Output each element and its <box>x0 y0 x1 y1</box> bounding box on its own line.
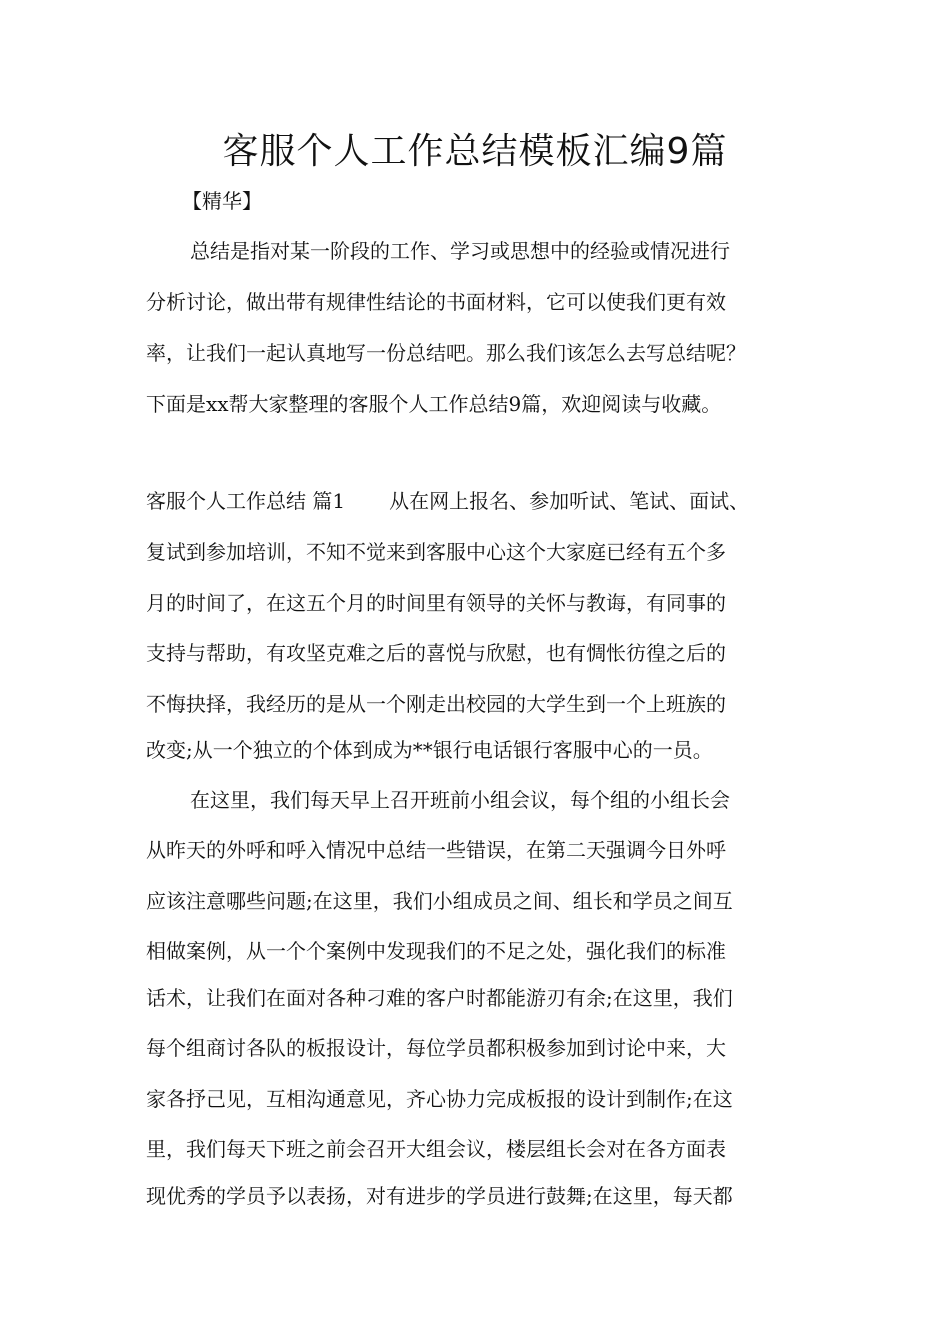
section-first-line <box>146 486 749 516</box>
section-heading: 客服个人工作总结 篇1 <box>146 489 346 513</box>
paragraph-line: 家各抒己见，互相沟通意见，齐心协力完成板报的设计到制作;在这 <box>146 1087 733 1111</box>
intro-line: 分析讨论，做出带有规律性结论的书面材料，它可以使我们更有效 <box>146 290 726 314</box>
section-line: 月的时间了，在这五个月的时间里有领导的关怀与教诲，有同事的 <box>146 591 726 615</box>
paragraph-line: 相做案例，从一个个案例中发现我们的不足之处，强化我们的标准 <box>146 939 726 963</box>
paragraph-line: 每个组商讨各队的板报设计，每位学员都积极参加到讨论中来，大 <box>146 1036 726 1060</box>
section-line: 支持与帮助，有攻坚克难之后的喜悦与欣慰，也有惆怅彷徨之后的 <box>146 641 726 665</box>
intro-line: 率，让我们一起认真地写一份总结吧。那么我们该怎么去写总结呢？ <box>146 341 746 365</box>
paragraph-line: 应该注意哪些问题;在这里，我们小组成员之间、组长和学员之间互 <box>146 889 733 913</box>
document-subtitle: 【精华】 <box>182 189 262 213</box>
section-line: 复试到参加培训，不知不觉来到客服中心这个大家庭已经有五个多 <box>146 540 726 564</box>
section-line: 不悔抉择，我经历的是从一个刚走出校园的大学生到一个上班族的 <box>146 692 726 716</box>
paragraph-line: 从昨天的外呼和呼入情况中总结一些错误，在第二天强调今日外呼 <box>146 838 726 862</box>
paragraph-line: 话术，让我们在面对各种刁难的客户时都能游刃有余;在这里，我们 <box>146 986 733 1010</box>
document-title: 客服个人工作总结模板汇编9篇 <box>222 131 728 172</box>
intro-line: 下面是xx帮大家整理的客服个人工作总结9篇，欢迎阅读与收藏。 <box>146 392 722 416</box>
paragraph-line: 在这里，我们每天早上召开班前小组会议，每个组的小组长会 <box>190 788 730 812</box>
paragraph-line: 里，我们每天下班之前会召开大组会议，楼层组长会对在各方面表 <box>146 1137 726 1161</box>
paragraph-line: 现优秀的学员予以表扬，对有进步的学员进行鼓舞;在这里，每天都 <box>146 1184 733 1208</box>
section-line: 改变;从一个独立的个体到成为**银行电话银行客服中心的一员。 <box>146 738 713 762</box>
intro-line: 总结是指对某一阶段的工作、学习或思想中的经验或情况进行 <box>190 239 730 263</box>
section-line-start: 从在网上报名、参加听试、笔试、面试、 <box>389 489 750 513</box>
